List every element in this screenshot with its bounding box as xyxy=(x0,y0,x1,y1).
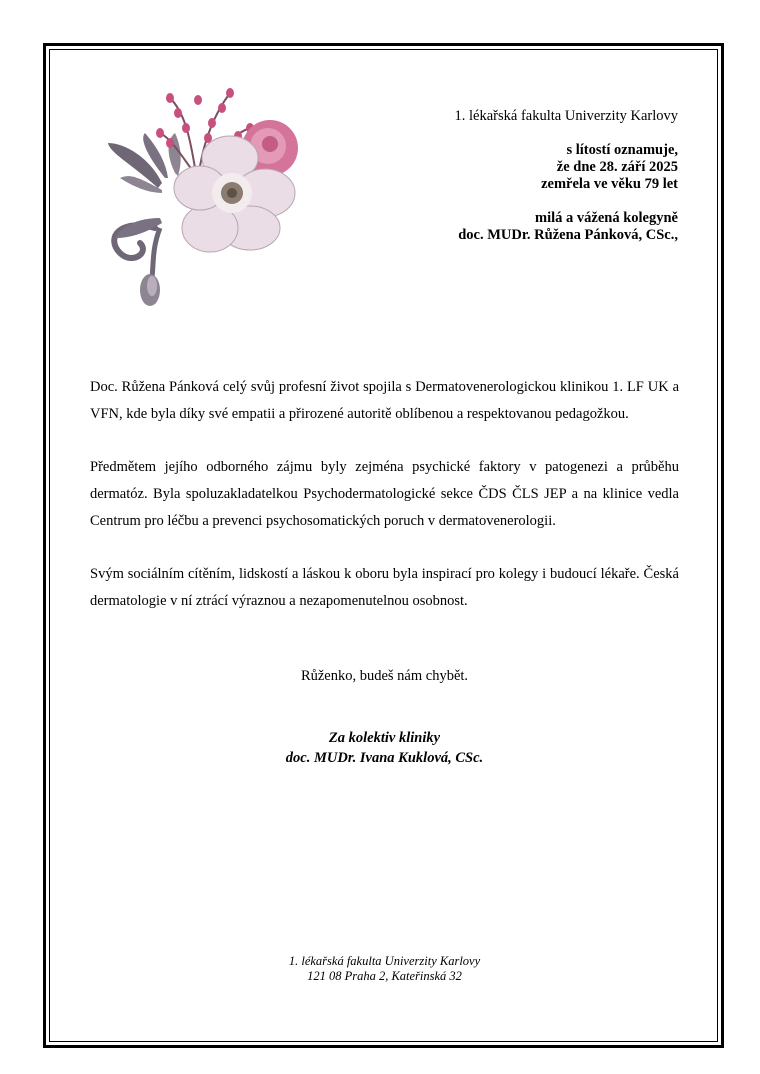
announce-line-3: zemřela ve věku 79 let xyxy=(541,176,678,192)
signature-line-1: Za kolektiv kliniky xyxy=(328,730,441,746)
flower-bouquet-icon xyxy=(100,78,310,310)
footer-address xyxy=(90,954,679,984)
colleague-line: milá a vážená kolegyně xyxy=(535,210,678,226)
signature-block xyxy=(90,728,679,768)
announcement-header xyxy=(298,108,678,244)
institution-name: 1. lékařská fakulta Univerzity Karlovy xyxy=(454,108,678,124)
signature-line-2: doc. MUDr. Ivana Kuklová, CSc. xyxy=(285,750,484,766)
paragraph-research: Předmětem jejího odborného zájmu byly zejména psychické faktory v patogenezi a průběhu dermatóz. Byla spoluzakladatelkou Psychodermatologické sekce ČDS ČLS JEP a na klinice vedla Centrum pro léčbu a prevenci psychosomatických poruch v dermatovenerologii. xyxy=(90,459,679,529)
announce-line-2: že dne 28. září 2025 xyxy=(556,159,678,175)
obituary-body xyxy=(90,374,679,641)
footer-line-2: 121 08 Praha 2, Kateřinská 32 xyxy=(307,969,462,983)
footer-line-1: 1. lékařská fakulta Univerzity Karlovy xyxy=(288,954,481,968)
closing-line: Růženko, budeš nám chybět. xyxy=(300,668,469,684)
paragraph-legacy: Svým sociálním cítěním, lidskostí a láskou k oboru byla inspirací pro kolegy i budoucí lékaře. Česká dermatologie v ní ztrácí výraznou a nezapomenutelnou osobnost. xyxy=(90,566,679,609)
deceased-name: doc. MUDr. Růžena Pánková, CSc., xyxy=(458,227,678,243)
paragraph-career: Doc. Růžena Pánková celý svůj profesní život spojila s Dermatovenerologickou klinikou 1. LF UK a VFN, kde byla díky své empatii a přirozené autoritě oblíbenou a respektovanou pedagožkou. xyxy=(90,379,679,422)
announce-line-1: s lítostí oznamuje, xyxy=(566,142,678,158)
